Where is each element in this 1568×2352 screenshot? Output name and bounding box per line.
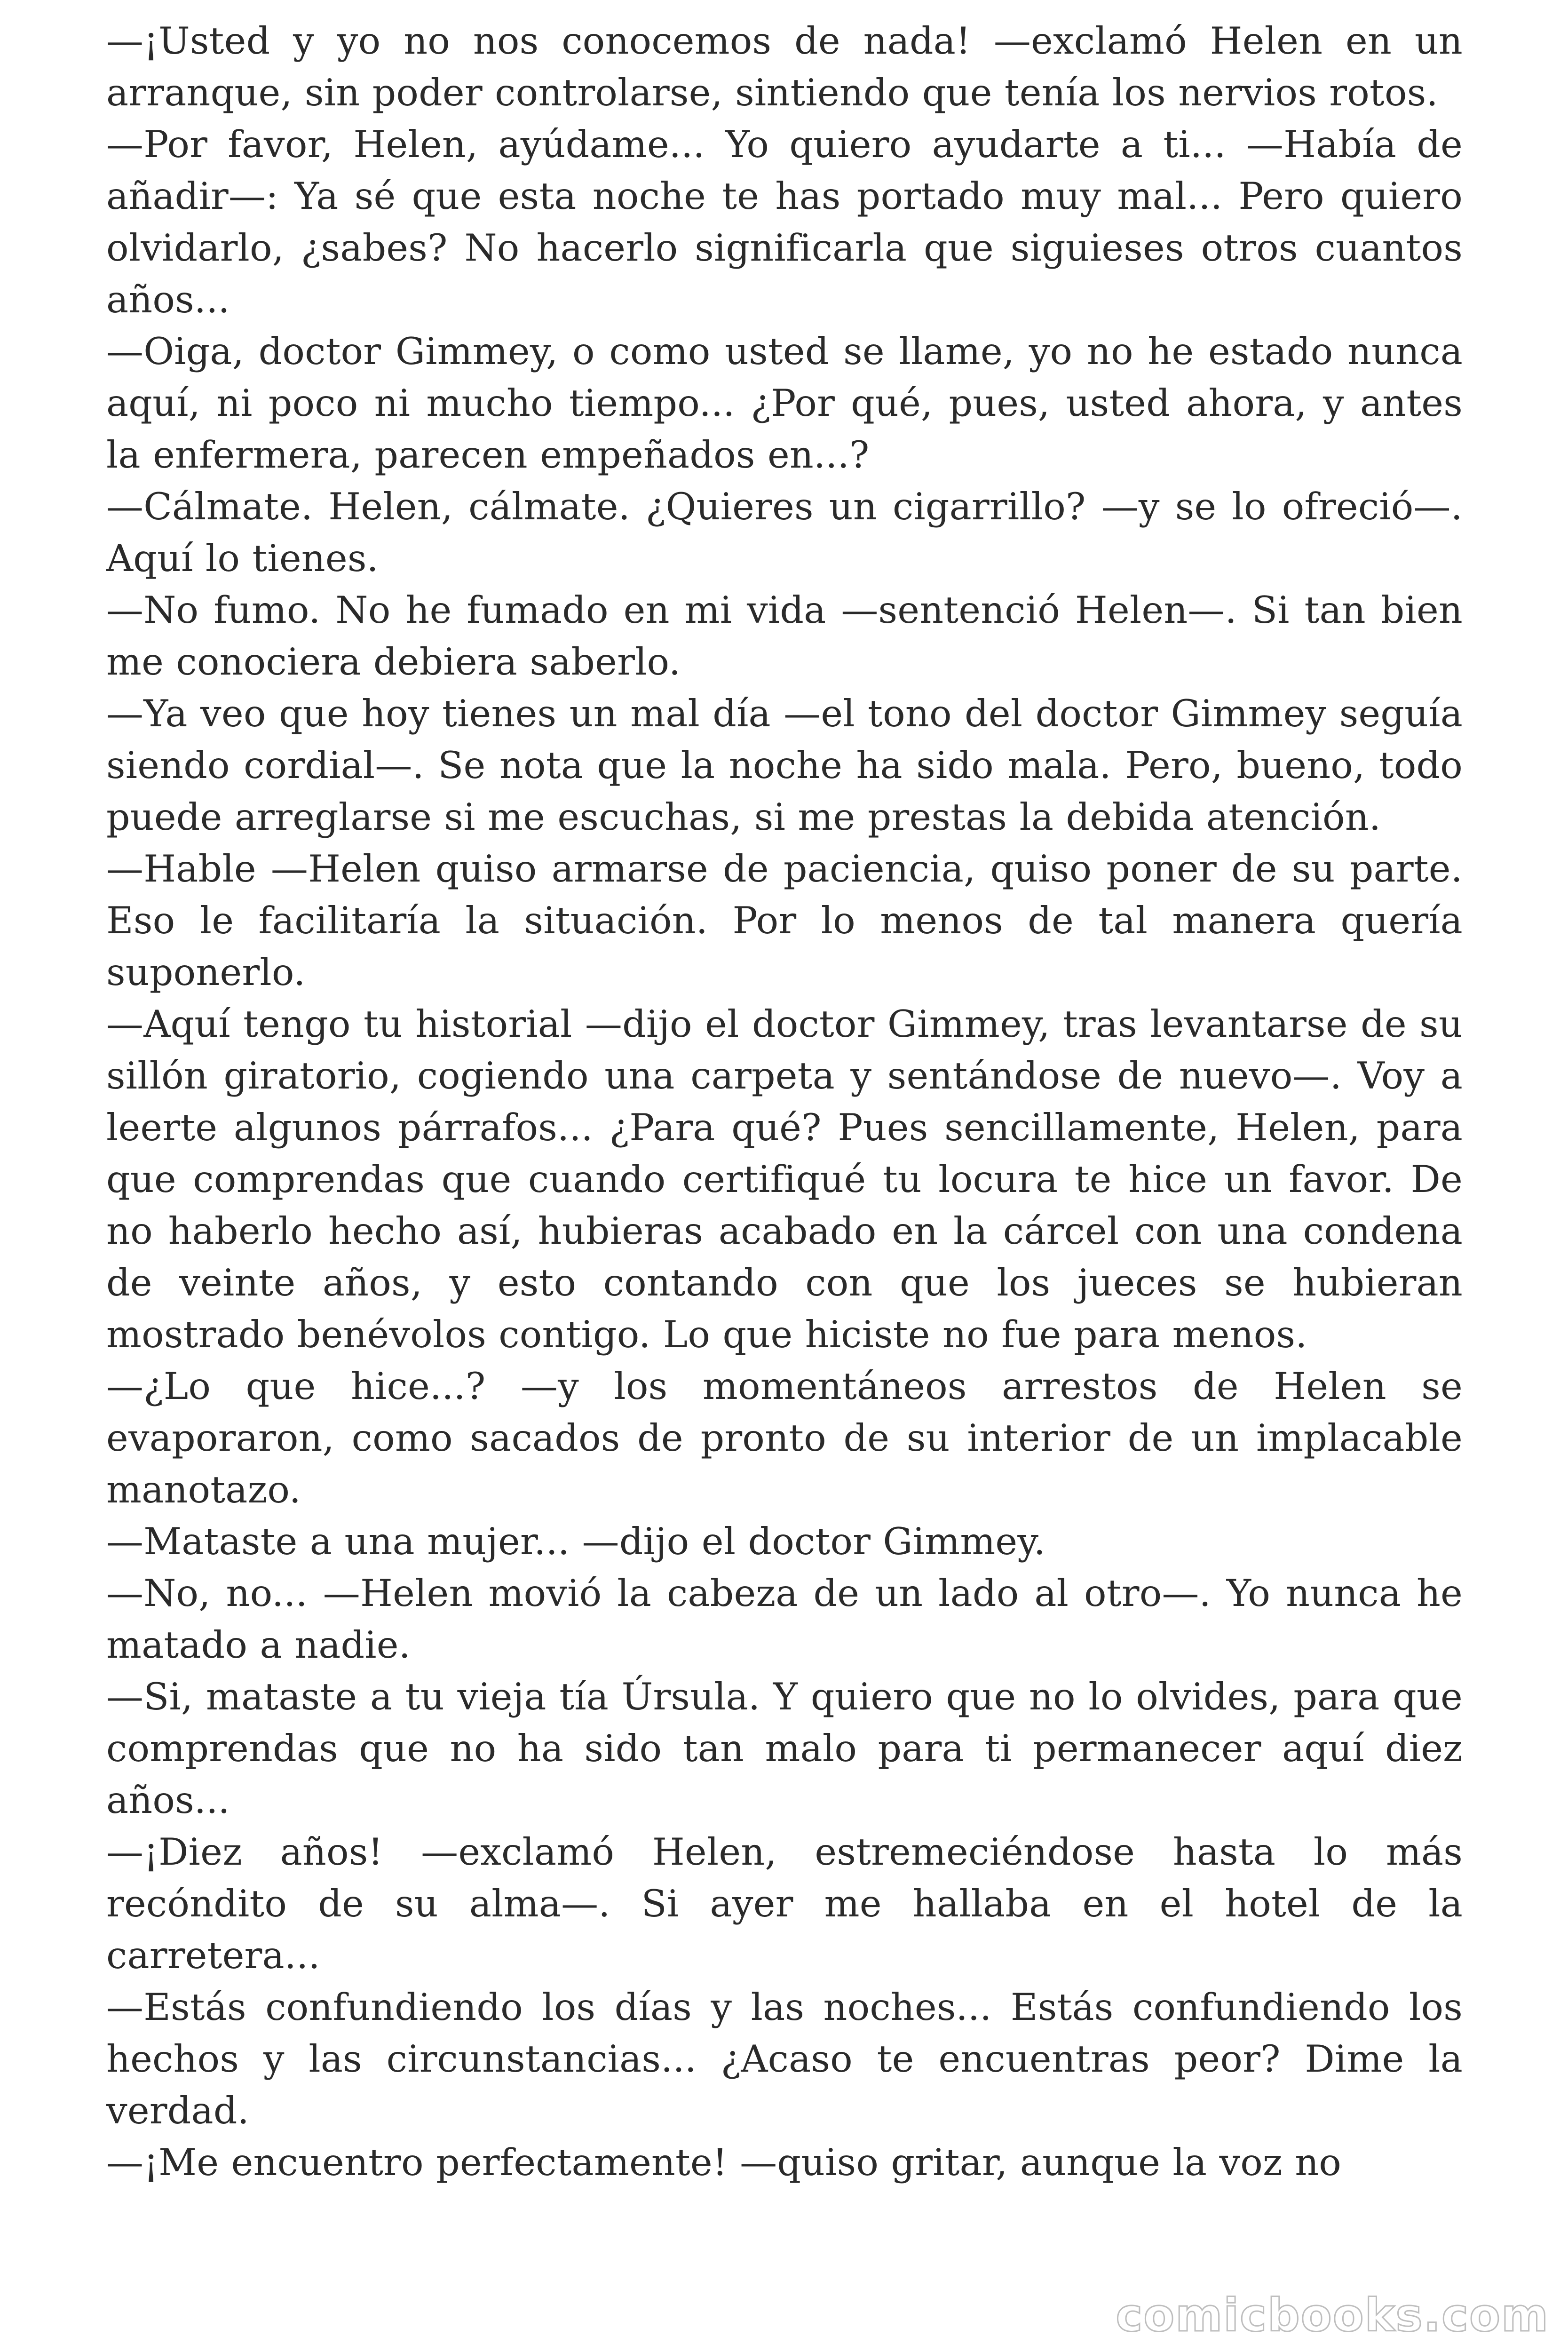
paragraph-6: —Ya veo que hoy tienes un mal día —el tono del doctor Gimmey seguía siendo cordial—. Se nota que la noche ha sido mala. Pero, bueno, todo puede arreglarse si me escuchas, si me prestas la debida atención.: [106, 692, 1463, 839]
paragraph-8: —Aquí tengo tu historial —dijo el doctor Gimmey, tras levantarse de su sillón giratorio, cogiendo una carpeta y sentándose de nuevo—. Voy a leerte algunos párrafos... ¿Para qué? Pues sencillamente, Helen, para que comprendas que cuando certifiqué tu locura te hice un favor. De no haberlo hecho así, hubieras acabado en la cárcel con una condena de veinte años, y esto contando con que los jueces se hubieran mostrado benévolos contigo. Lo que hiciste no fue para menos.: [106, 1002, 1463, 1356]
paragraph-7: —Hable —Helen quiso armarse de paciencia, quiso poner de su parte. Eso le facilitaría la situación. Por lo menos de tal manera quería suponerlo.: [106, 847, 1463, 994]
paragraph-14: —Estás confundiendo los días y las noches... Estás confundiendo los hechos y las circunstancias... ¿Acaso te encuentras peor? Dime la verdad.: [106, 1986, 1463, 2132]
paragraph-12: —Si, mataste a tu vieja tía Úrsula. Y quiero que no lo olvides, para que comprendas que no ha sido tan malo para ti permanecer aquí diez años...: [106, 1675, 1463, 1822]
paragraph-2: —Por favor, Helen, ayúdame... Yo quiero ayudarte a ti... —Había de añadir—: Ya sé que esta noche te has portado muy mal... Pero quiero olvidarlo, ¿sabes? No hacerlo significarla que siguieses otros cuantos años...: [106, 123, 1463, 321]
paragraph-13: —¡Diez años! —exclamó Helen, estremeciéndose hasta lo más recóndito de su alma—. Si ayer me hallaba en el hotel de la carretera...: [106, 1830, 1463, 1977]
paragraph-10: —Mataste a una mujer... —dijo el doctor Gimmey.: [106, 1520, 1046, 1563]
paragraph-15: —¡Me encuentro perfectamente! —quiso gritar, aunque la voz no: [106, 2141, 1342, 2184]
paragraph-5: —No fumo. No he fumado en mi vida —sentenció Helen—. Si tan bien me conociera debiera saberlo.: [106, 588, 1463, 683]
paragraph-1: —¡Usted y yo no nos conocemos de nada! —exclamó Helen en un arranque, sin poder controlarse, sintiendo que tenía los nervios rotos.: [106, 19, 1463, 114]
paragraph-9: —¿Lo que hice...? —y los momentáneos arrestos de Helen se evaporaron, como sacados de pronto de su interior de un implacable manotazo.: [106, 1365, 1463, 1511]
watermark-logo: comicbooks.com: [1116, 2289, 1549, 2342]
page-text: [106, 15, 1463, 2188]
paragraph-11: —No, no... —Helen movió la cabeza de un lado al otro—. Yo nunca he matado a nadie.: [106, 1572, 1463, 1667]
paragraph-3: —Oiga, doctor Gimmey, o como usted se llame, yo no he estado nunca aquí, ni poco ni mucho tiempo... ¿Por qué, pues, usted ahora, y antes la enfermera, parecen empeñados en...?: [106, 330, 1463, 477]
paragraph-4: —Cálmate. Helen, cálmate. ¿Quieres un cigarrillo? —y se lo ofreció—. Aquí lo tienes.: [106, 485, 1463, 580]
